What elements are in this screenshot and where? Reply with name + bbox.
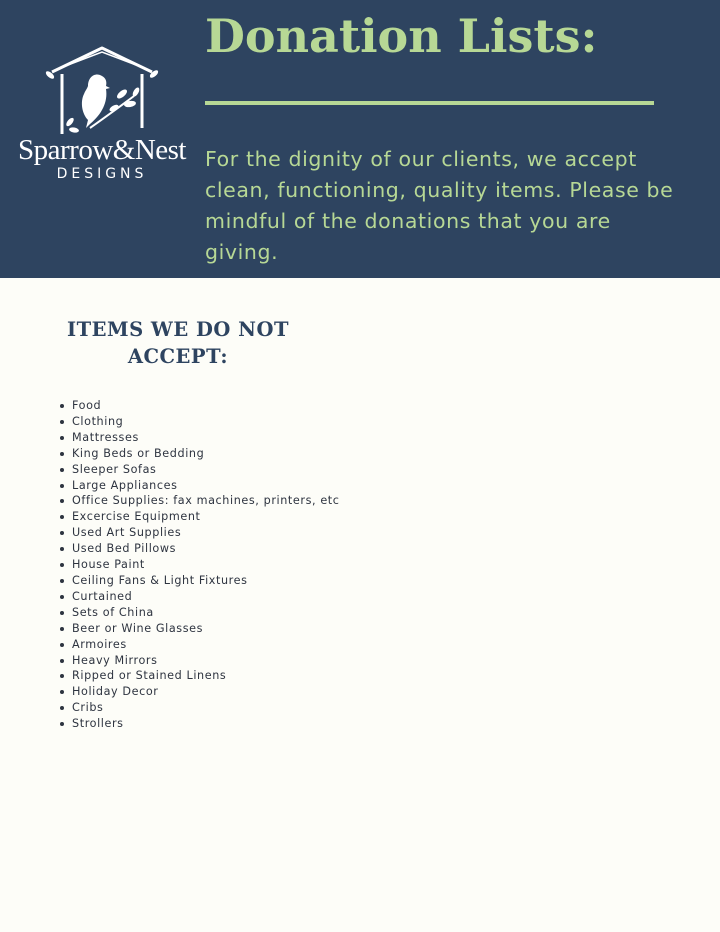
list-item: Used Art Supplies: [72, 525, 340, 541]
list-item: Ceiling Fans & Light Fixtures: [72, 573, 340, 589]
intro-text: For the dignity of our clients, we accept clean, functioning, quality items. Please be mindful of the donations that you are giving.: [205, 147, 674, 264]
header-banner: [0, 0, 720, 278]
not-accepted-list: [56, 398, 340, 732]
list-item: Sets of China: [72, 605, 340, 621]
list-item: Sleeper Sofas: [72, 462, 340, 478]
list-item: Excercise Equipment: [72, 509, 340, 525]
list-item: King Beds or Bedding: [72, 446, 340, 462]
list-item: Mattresses: [72, 430, 340, 446]
list-item: Holiday Decor: [72, 684, 340, 700]
list-item: Clothing: [72, 414, 340, 430]
brand-tagline: DESIGNS: [56, 166, 148, 182]
list-item: Strollers: [72, 716, 340, 732]
list-item: Used Bed Pillows: [72, 541, 340, 557]
list-item: Large Appliances: [72, 478, 340, 494]
list-item: Armoires: [72, 637, 340, 653]
list-item: Ripped or Stained Linens: [72, 668, 340, 684]
list-item: Food: [72, 398, 340, 414]
list-item: Office Supplies: fax machines, printers, etc: [72, 494, 340, 508]
title-divider: [205, 101, 654, 105]
list-item: Heavy Mirrors: [72, 653, 340, 669]
section-heading: ITEMS WE DO NOT ACCEPT:: [66, 318, 289, 368]
brand-logo: [6, 44, 198, 189]
bird-house-icon: [44, 44, 160, 136]
brand-name: Sparrow&Nest: [18, 134, 186, 166]
list-item: House Paint: [72, 557, 340, 573]
page-title: Donation Lists:: [205, 9, 598, 63]
list-item: Curtained: [72, 589, 340, 605]
list-item: Cribs: [72, 700, 340, 716]
list-item: Beer or Wine Glasses: [72, 621, 340, 637]
